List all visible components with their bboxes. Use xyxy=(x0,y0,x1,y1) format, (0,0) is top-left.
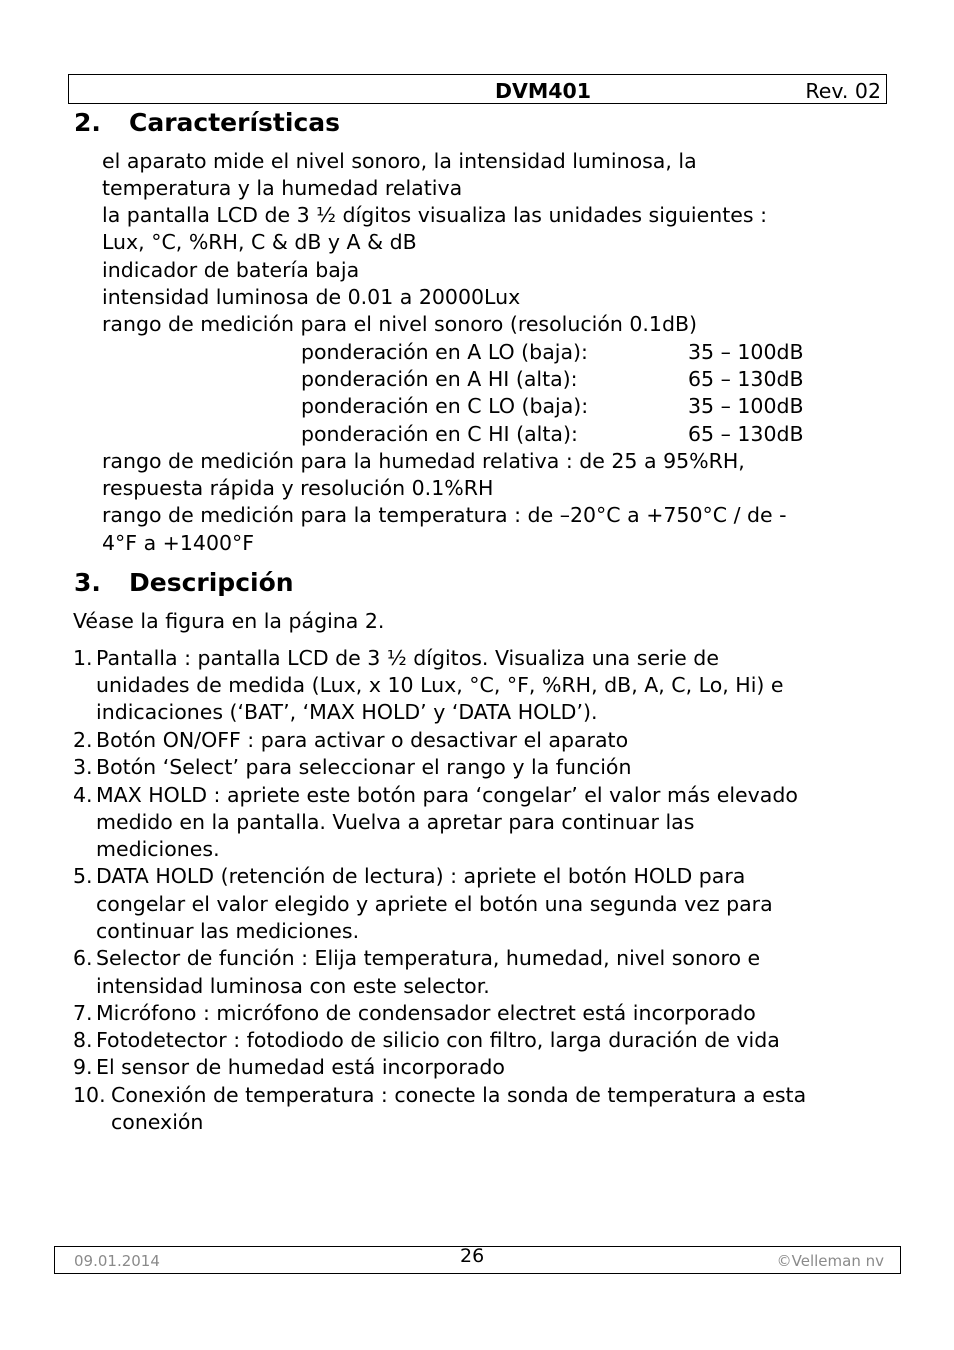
list-item-number: 1. xyxy=(73,646,93,670)
list-item-number: 9. xyxy=(73,1055,93,1079)
weighting-range: 35 – 100dB xyxy=(688,340,804,364)
section-2-line: indicador de batería baja xyxy=(102,258,360,282)
page-header xyxy=(68,74,887,104)
list-item-text: congelar el valor elegido y apriete el botón una segunda vez para xyxy=(96,892,773,916)
weighting-label: ponderación en C LO (baja): xyxy=(301,394,589,418)
footer-copyright: ©Velleman nv xyxy=(776,1252,884,1270)
section-3-intro: Véase la figura en la página 2. xyxy=(73,609,385,633)
section-2-line: Lux, °C, %RH, C & dB y A & dB xyxy=(102,230,417,254)
list-item-text: MAX HOLD : apriete este botón para ‘congelar’ el valor más elevado xyxy=(96,783,798,807)
weighting-label: ponderación en C HI (alta): xyxy=(301,422,578,446)
list-item-text: intensidad luminosa con este selector. xyxy=(96,974,490,998)
list-item-number: 2. xyxy=(73,728,93,752)
list-item-text: DATA HOLD (retención de lectura) : apriete el botón HOLD para xyxy=(96,864,746,888)
header-revision: Rev. 02 xyxy=(805,79,881,103)
list-item-number: 7. xyxy=(73,1001,93,1025)
list-item-text: Botón ON/OFF : para activar o desactivar el aparato xyxy=(96,728,629,752)
list-item-text: El sensor de humedad está incorporado xyxy=(96,1055,505,1079)
list-item-number: 6. xyxy=(73,946,93,970)
list-item-number: 4. xyxy=(73,783,93,807)
list-item-text: mediciones. xyxy=(96,837,220,861)
section-2-line: rango de medición para el nivel sonoro (resolución 0.1dB) xyxy=(102,312,698,336)
list-item-text: Selector de función : Elija temperatura, humedad, nivel sonoro e xyxy=(96,946,761,970)
list-item-text: Fotodetector : fotodiodo de silicio con filtro, larga duración de vida xyxy=(96,1028,780,1052)
weighting-range: 65 – 130dB xyxy=(688,367,804,391)
list-item-text: Conexión de temperatura : conecte la sonda de temperatura a esta xyxy=(111,1083,807,1107)
list-item-text: continuar las mediciones. xyxy=(96,919,360,943)
section-2-number: 2. xyxy=(74,108,101,137)
weighting-range: 65 – 130dB xyxy=(688,422,804,446)
list-item-number: 8. xyxy=(73,1028,93,1052)
page-footer xyxy=(54,1246,901,1274)
section-2-title: Características xyxy=(129,108,341,137)
list-item-text: conexión xyxy=(111,1110,204,1134)
list-item-text: medido en la pantalla. Vuelva a apretar para continuar las xyxy=(96,810,695,834)
footer-date: 09.01.2014 xyxy=(74,1252,160,1270)
list-item-number: 10. xyxy=(73,1083,106,1107)
list-item-text: unidades de medida (Lux, x 10 Lux, °C, °F, %RH, dB, A, C, Lo, Hi) e xyxy=(96,673,784,697)
weighting-range: 35 – 100dB xyxy=(688,394,804,418)
weighting-label: ponderación en A LO (baja): xyxy=(301,340,588,364)
section-3-number: 3. xyxy=(74,568,101,597)
section-2-line: respuesta rápida y resolución 0.1%RH xyxy=(102,476,494,500)
section-2-line: intensidad luminosa de 0.01 a 20000Lux xyxy=(102,285,521,309)
section-2-line: el aparato mide el nivel sonoro, la intensidad luminosa, la xyxy=(102,149,697,173)
list-item-text: Micrófono : micrófono de condensador electret está incorporado xyxy=(96,1001,756,1025)
list-item-number: 3. xyxy=(73,755,93,779)
section-2-line: rango de medición para la temperatura : de –20°C a +750°C / de - xyxy=(102,503,787,527)
weighting-label: ponderación en A HI (alta): xyxy=(301,367,578,391)
header-model: DVM401 xyxy=(495,79,592,103)
page-number: 26 xyxy=(460,1245,485,1267)
section-2-line: la pantalla LCD de 3 ½ dígitos visualiza las unidades siguientes : xyxy=(102,203,767,227)
section-2-line: temperatura y la humedad relativa xyxy=(102,176,463,200)
list-item-text: Pantalla : pantalla LCD de 3 ½ dígitos. Visualiza una serie de xyxy=(96,646,719,670)
section-2-line: 4°F a +1400°F xyxy=(102,531,255,555)
section-3-title: Descripción xyxy=(129,568,294,597)
list-item-number: 5. xyxy=(73,864,93,888)
section-2-line: rango de medición para la humedad relativa : de 25 a 95%RH, xyxy=(102,449,745,473)
list-item-text: Botón ‘Select’ para seleccionar el rango y la función xyxy=(96,755,632,779)
list-item-text: indicaciones (‘BAT’, ‘MAX HOLD’ y ‘DATA HOLD’). xyxy=(96,700,598,724)
